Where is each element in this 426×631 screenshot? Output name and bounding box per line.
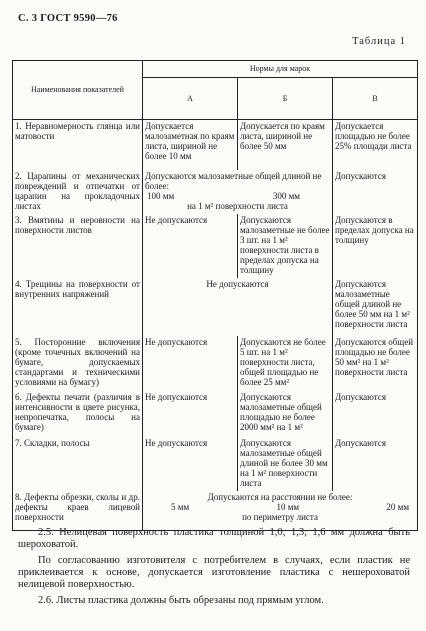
col-name-header: Наименования показателей (13, 61, 143, 120)
table-row (13, 214, 418, 278)
row-value-b: Допускаются не более 5 шт. на 1 м² поверхности листа, общей площадью не более 25 мм² (238, 336, 333, 391)
row-value-a: 5 мм (171, 501, 190, 512)
paragraph-2-6: 2.6. Листы пластика должны быть обрезаны под прямым углом. (38, 595, 324, 606)
row-value-ab-tail: на 1 м² поверхности листа (187, 200, 288, 211)
row-value-b: Допускается по краям листа, шириной не более 50 мм (238, 120, 333, 170)
paragraph-agreement: По согласованию изготовителя с потребителем в случаях, если пластик не приклеивается к основе, допускается изготовление пластика с нешероховатой нелицевой поверхностью. (18, 555, 410, 590)
row-value-b: 300 мм (272, 190, 300, 201)
row-value-c: Допускаются (333, 437, 418, 491)
row-value-ab (143, 170, 333, 214)
row-value-a: 100 мм (147, 190, 175, 201)
table-row (13, 437, 418, 491)
row-value-a: Не допускаются (143, 214, 238, 278)
paragraph-2-5: 2.5. Нелицевая поверхность пластика толщиной 1,0; 1,3; 1,6 мм должна быть шероховатой. (18, 527, 410, 550)
row-value-b: Допускаются малозаметные общей длиной не более 30 мм на 1 м² поверхности листа (238, 437, 333, 491)
row-value-a: Не допускаются (143, 336, 238, 391)
row-value-b: Допускаются малозаметные общей площадью не более 2000 мм² на 1 м² (238, 391, 333, 437)
row-value-c: Допускаются общей площадью не более 50 мм² на 1 м² поверхности листа (333, 336, 418, 391)
row-name: 3. Вмятины и неровности на поверхности листов (13, 214, 143, 278)
row-name: 7. Складки, полосы (13, 437, 143, 491)
row-value-abc-tail: по периметру листа (242, 511, 318, 522)
defects-table (12, 60, 417, 531)
row-value-c: 20 мм (386, 501, 410, 512)
grade-c-header: В (333, 78, 418, 120)
row-name: 5. Посторонние включения (кроме точечных включений на бумаге, допускаемых стандартами и техническими условиями на бумагу) (13, 336, 143, 391)
table-row (13, 278, 418, 336)
row-value-a: Допускается малозаметная по краям листа, шириной не более 10 мм (143, 120, 238, 170)
table-row (13, 391, 418, 437)
row-name: 8. Дефекты обрезки, сколы и др. дефекты краев лицевой поверхности (13, 491, 143, 531)
row-name: 4. Трещины на поверхности от внутренних напряжений (13, 278, 143, 336)
table-title: Таблица 1 (352, 36, 406, 47)
row-value-c: Допускаются в пределах допуска на толщину (333, 214, 418, 278)
row-value-a: Не допускаются (143, 391, 238, 437)
row-value-c: Допускаются (333, 391, 418, 437)
row-value-b: Допускаются малозаметные не более 3 шт. на 1 м² поверхности листа в пределах допуска на толщину (238, 214, 333, 278)
row-value-c: Допускаются малозаметные общей длиной не более 50 мм на 1 м² поверхности листа (333, 278, 418, 336)
row-value-c: Допускается площадью не более 25% площади листа (333, 120, 418, 170)
row-name: 1. Неравномерность глянца или матовости (13, 120, 143, 170)
row-value-c: Допускаются (333, 170, 418, 214)
page-header: С. 3 ГОСТ 9590—76 (18, 13, 118, 24)
row-value-ab: Не допускаются (143, 278, 333, 336)
grade-b-header: Б (238, 78, 333, 120)
row-value-abc (143, 491, 418, 531)
row-value-b: 10 мм (276, 501, 300, 512)
table-row (13, 120, 418, 170)
grade-a-header: А (143, 78, 238, 120)
row-name: 2. Царапины от механических повреждений и отпечатки от царапин на прокладочных листах (13, 170, 143, 214)
row-name: 6. Дефекты печати (различия в интенсивности в цвете рисунка, непропечатка, полосы на бумаге) (13, 391, 143, 437)
row-value-ab-text: Допускаются малозаметные общей длиной не более: (145, 170, 322, 191)
row-value-abc-text: Допускаются на расстоянии не более: (207, 491, 353, 502)
table-row (13, 336, 418, 391)
norms-header: Нормы для марок (143, 61, 418, 78)
row-value-a: Не допускаются (143, 437, 238, 491)
table-row (13, 491, 418, 531)
table-row (13, 170, 418, 214)
